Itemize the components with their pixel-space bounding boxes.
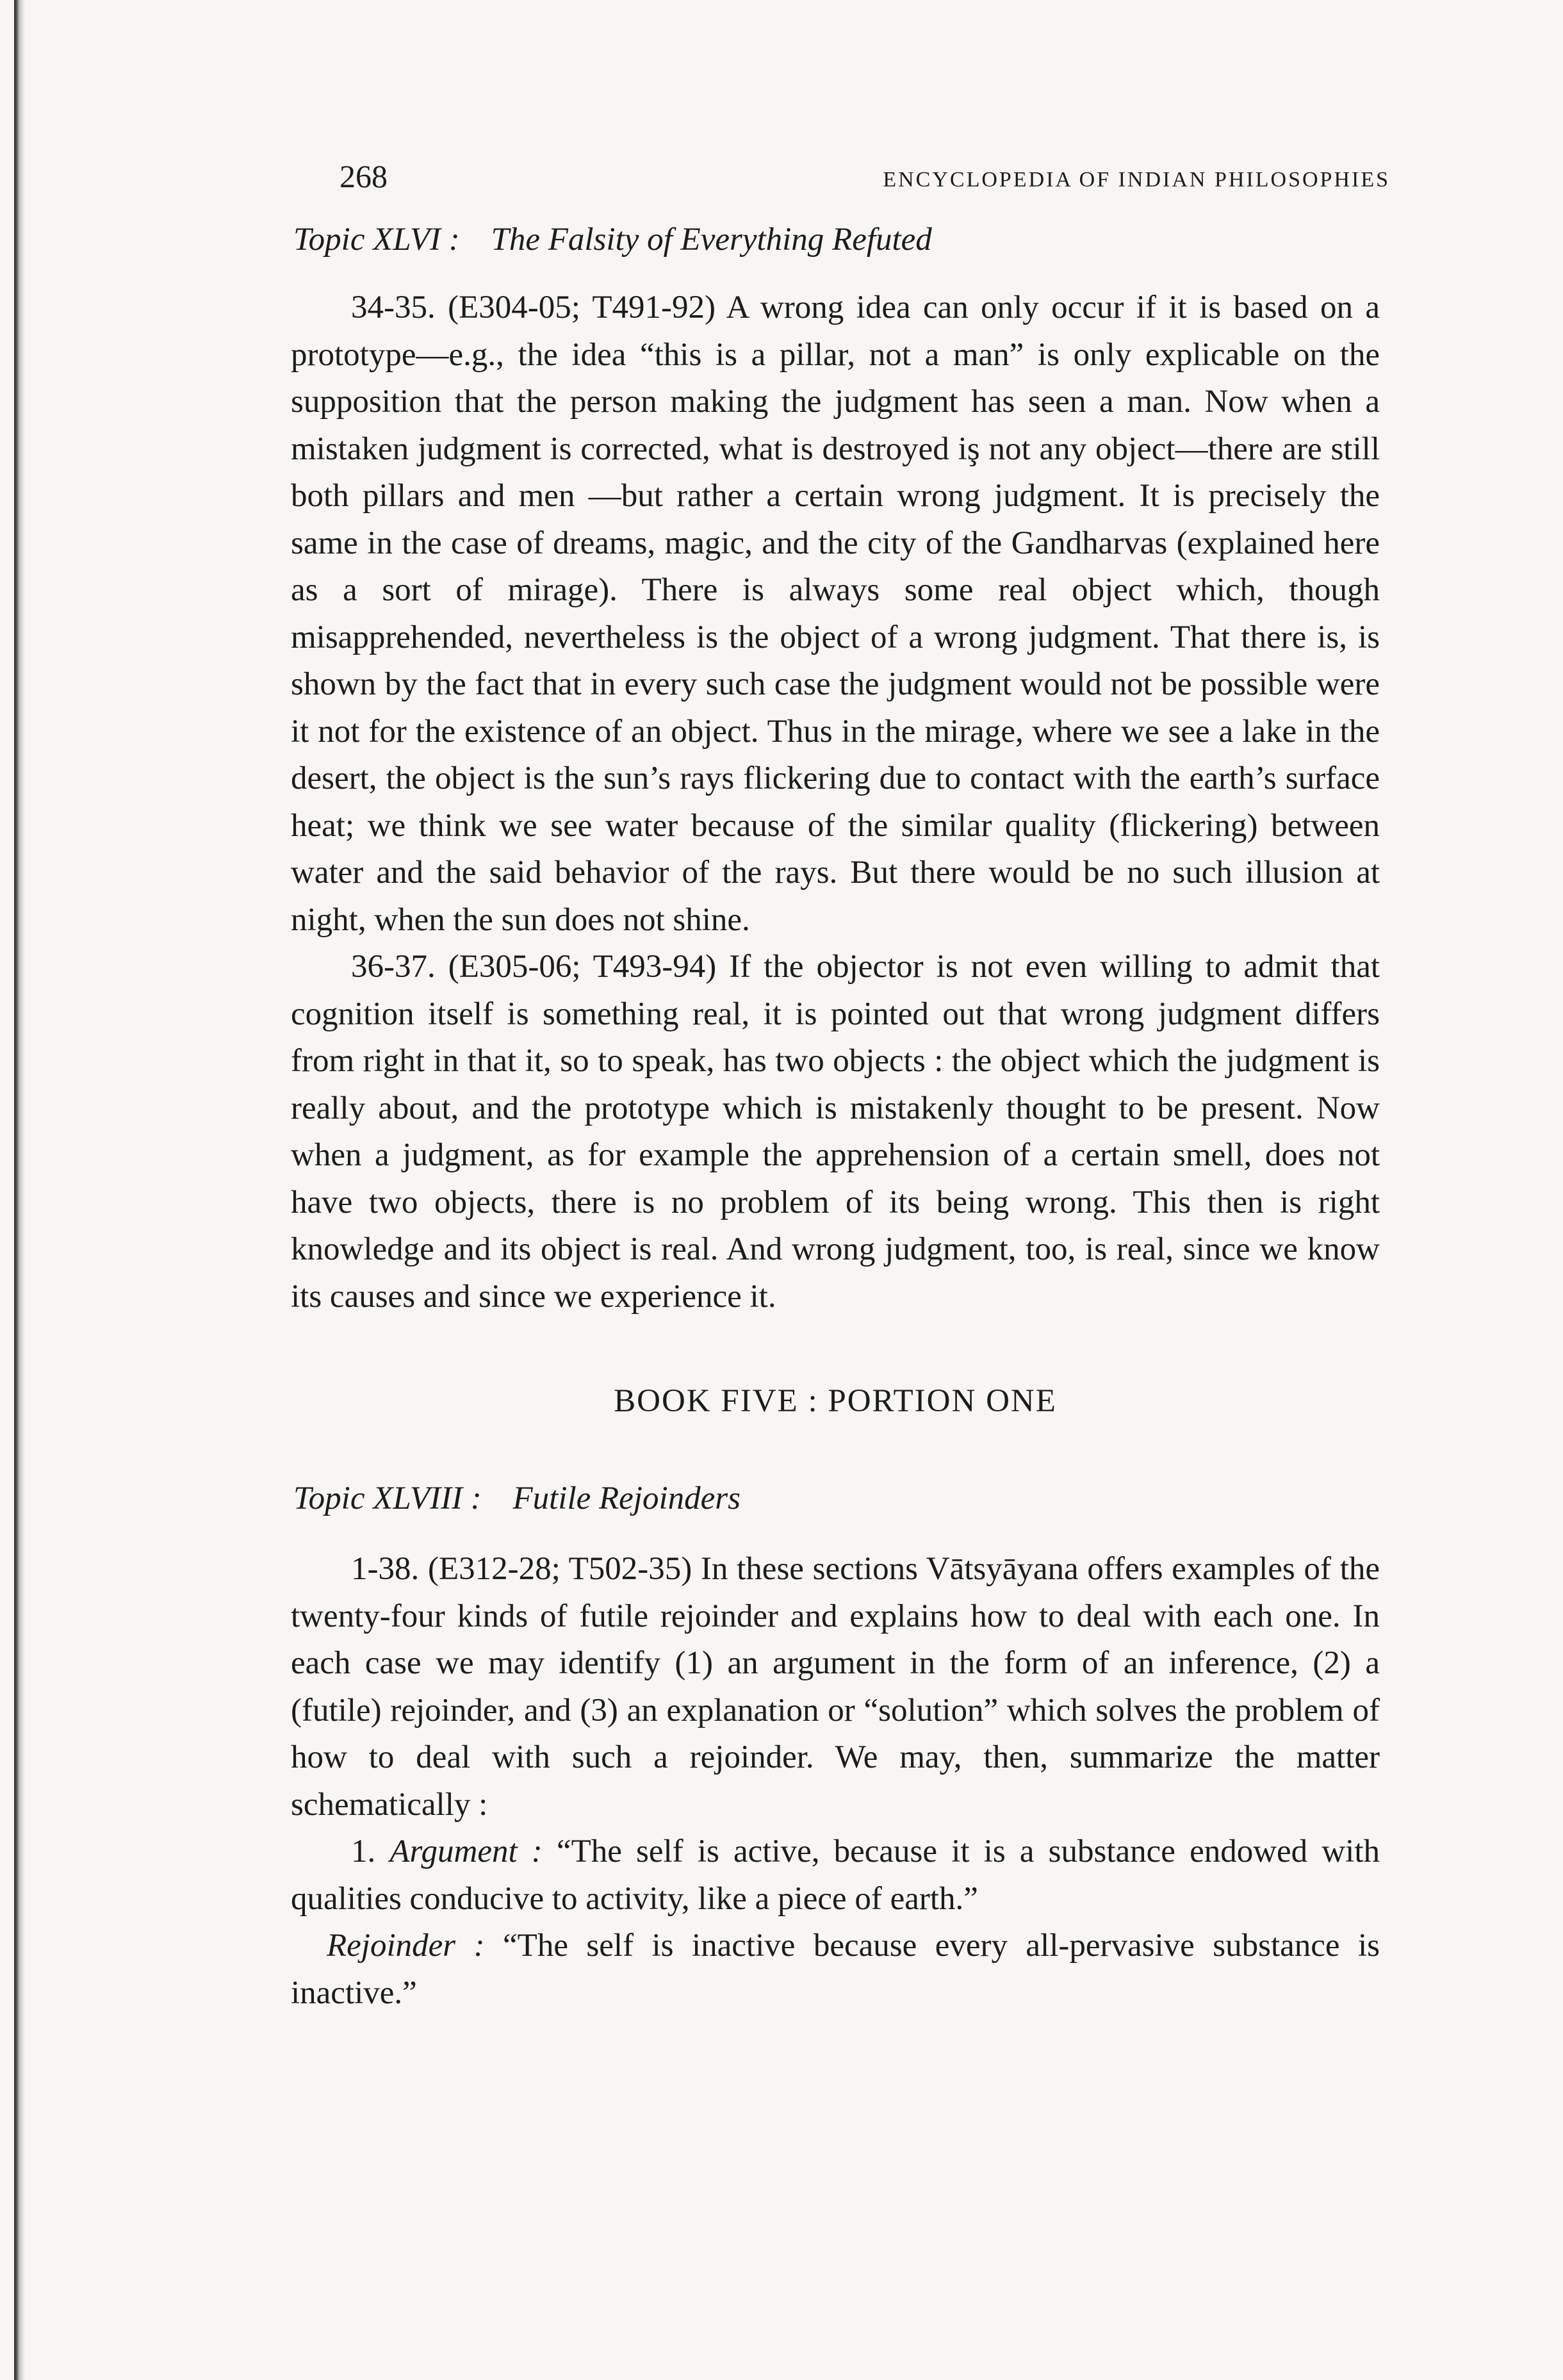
page-binding-edge	[14, 0, 26, 2380]
topic-label: Topic XLVI :	[293, 222, 460, 258]
item-number: 1.	[351, 1834, 376, 1869]
topic-heading-xlvi	[293, 213, 1380, 267]
running-title: ENCYCLOPEDIA OF INDIAN PHILOSOPHIES	[883, 168, 1390, 192]
book-heading: BOOK FIVE : PORTION ONE	[614, 1383, 1057, 1419]
book-page	[291, 151, 1390, 2017]
paragraph-1-38: 1-38. (E312-28; T502-35) In these sections Vātsyāyana offers examples of the twenty-four kinds of futile rejoinder and explains how to deal with each one. In each case we may identify (1) an argument in the form of an inference, (2) a (futile) rejoinder, and (3) an explanation or “solution” which solves the problem of how to deal with such a rejoinder. We may, then, summarize the matter schematically :	[291, 1551, 1380, 1823]
rejoinder-text: “The self is inactive because every all-pervasive substance is inactive.”	[291, 1928, 1380, 2011]
topic-title: The Falsity of Everything Refuted	[491, 222, 932, 258]
running-header	[291, 151, 1390, 213]
rejoinder-label: Rejoinder :	[327, 1928, 485, 1964]
topic-heading-xlviii	[293, 1472, 1380, 1525]
argument-item	[291, 1828, 1380, 1923]
page-number: 268	[340, 158, 388, 194]
rejoinder-item	[291, 1923, 1380, 2017]
topic-title: Futile Rejoinders	[512, 1481, 741, 1516]
topic-label: Topic XLVIII :	[293, 1481, 482, 1516]
argument-label: Argument :	[389, 1834, 543, 1869]
paragraph-36-37: 36-37. (E305-06; T493-94) If the objector is not even willing to admit that cognition itself is something real, it is pointed out that wrong judgment differs from right in that it, so to speak, has two objects : the object which the judgment is really about, and the prototype which is mistakenly thought to be present. Now when a judgment, as for example the apprehension of a certain smell, does not have two objects, there is no problem of its being wrong. This then is right knowledge and its object is real. And wrong judgment, too, is real, since we know its causes and since we experience it.	[291, 949, 1380, 1315]
paragraph-34-35: 34-35. (E304-05; T491-92) A wrong idea can only occur if it is based on a prototype—e.g., the idea “this is a pillar, not a man” is only explicable on the supposition that the person making the judgment has seen a man. Now when a mistaken judgment is corrected, what is destroyed iş not any object—there are still both pillars and men —but rather a certain wrong judgment. It is precisely the same in the case of dreams, magic, and the city of the Gandharvas (explained here as a sort of mirage). There is always some real object which, though misapprehended, nevertheless is the object of a wrong judgment. That there is, is shown by the fact that in every such case the judgment would not be possible were it not for the existence of an object. Thus in the mirage, where we see a lake in the desert, the object is the sun’s rays flickering due to contact with the earth’s surface heat; we think we see water because of the similar quality (flickering) between water and the said behavior of the rays. But there would be no such illusion at night, when the sun does not shine.	[291, 290, 1380, 938]
argument-text: “The self is active, because it is a substance endowed with qualities conducive to activity, like a piece of earth.”	[291, 1834, 1380, 1917]
